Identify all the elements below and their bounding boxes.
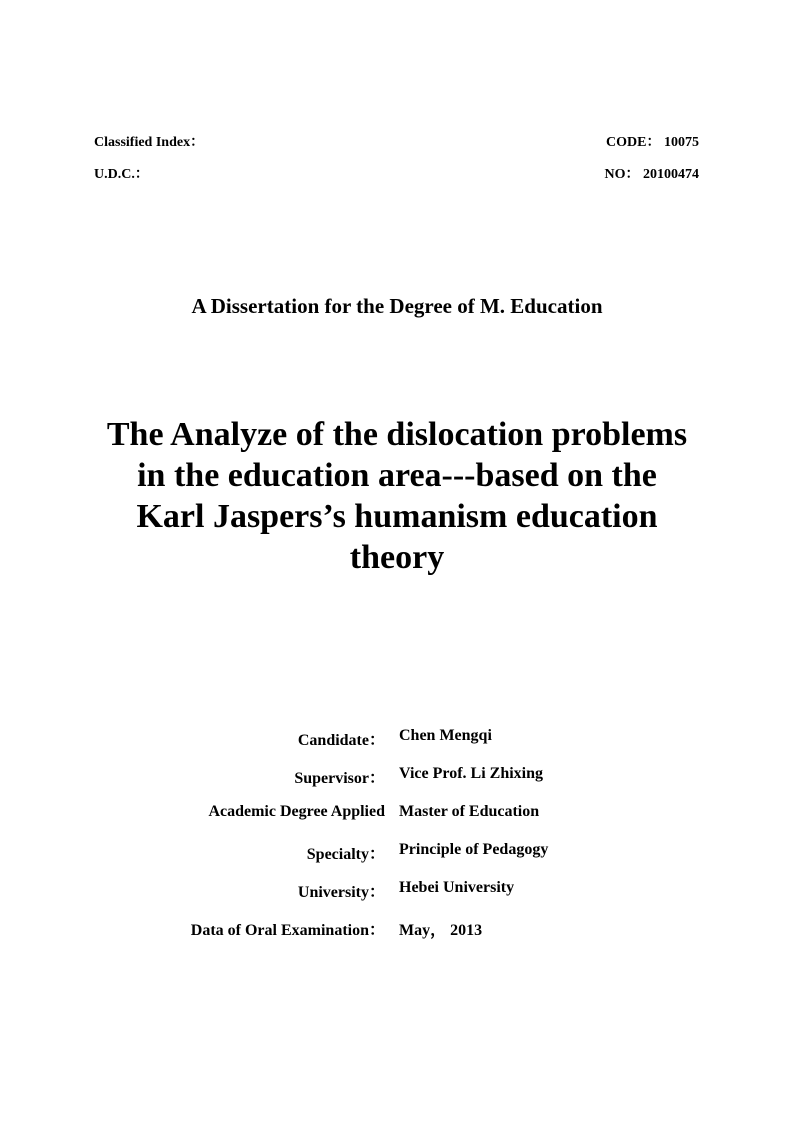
info-label: Academic Degree Applied bbox=[208, 803, 385, 820]
info-row-degree bbox=[0, 803, 794, 841]
info-block bbox=[0, 727, 794, 955]
info-value: May， 2013 bbox=[399, 922, 483, 939]
udc-label: U.D.C.： bbox=[94, 167, 149, 182]
info-value: Principle of Pedagogy bbox=[399, 841, 549, 858]
title-line: The Analyze of the dislocation problems bbox=[106, 416, 688, 453]
title-line: theory bbox=[349, 539, 445, 576]
info-value: Vice Prof. Li Zhixing bbox=[399, 765, 543, 782]
info-label: Candidate： bbox=[297, 732, 385, 749]
number-label: NO： 20100474 bbox=[604, 167, 699, 182]
info-row-university bbox=[0, 879, 794, 917]
info-label: University： bbox=[297, 884, 385, 901]
info-value: Chen Mengqi bbox=[399, 727, 492, 744]
classified-index-label: Classified Index： bbox=[94, 135, 205, 150]
info-label: Supervisor： bbox=[294, 770, 385, 787]
info-label: Data of Oral Examination： bbox=[190, 922, 385, 939]
dissertation-title bbox=[60, 414, 734, 578]
info-row-supervisor bbox=[0, 765, 794, 803]
info-row-candidate bbox=[0, 727, 794, 765]
title-line: Karl Jaspers’s humanism education bbox=[136, 498, 658, 535]
info-row-specialty bbox=[0, 841, 794, 879]
info-value: Hebei University bbox=[399, 879, 515, 896]
code-label: CODE： 10075 bbox=[606, 135, 699, 150]
degree-line: A Dissertation for the Degree of M. Education bbox=[191, 294, 603, 318]
info-label: Specialty： bbox=[306, 846, 385, 863]
title-line: in the education area---based on the bbox=[137, 457, 657, 494]
info-value: Master of Education bbox=[399, 803, 540, 820]
info-row-exam-date bbox=[0, 917, 794, 955]
